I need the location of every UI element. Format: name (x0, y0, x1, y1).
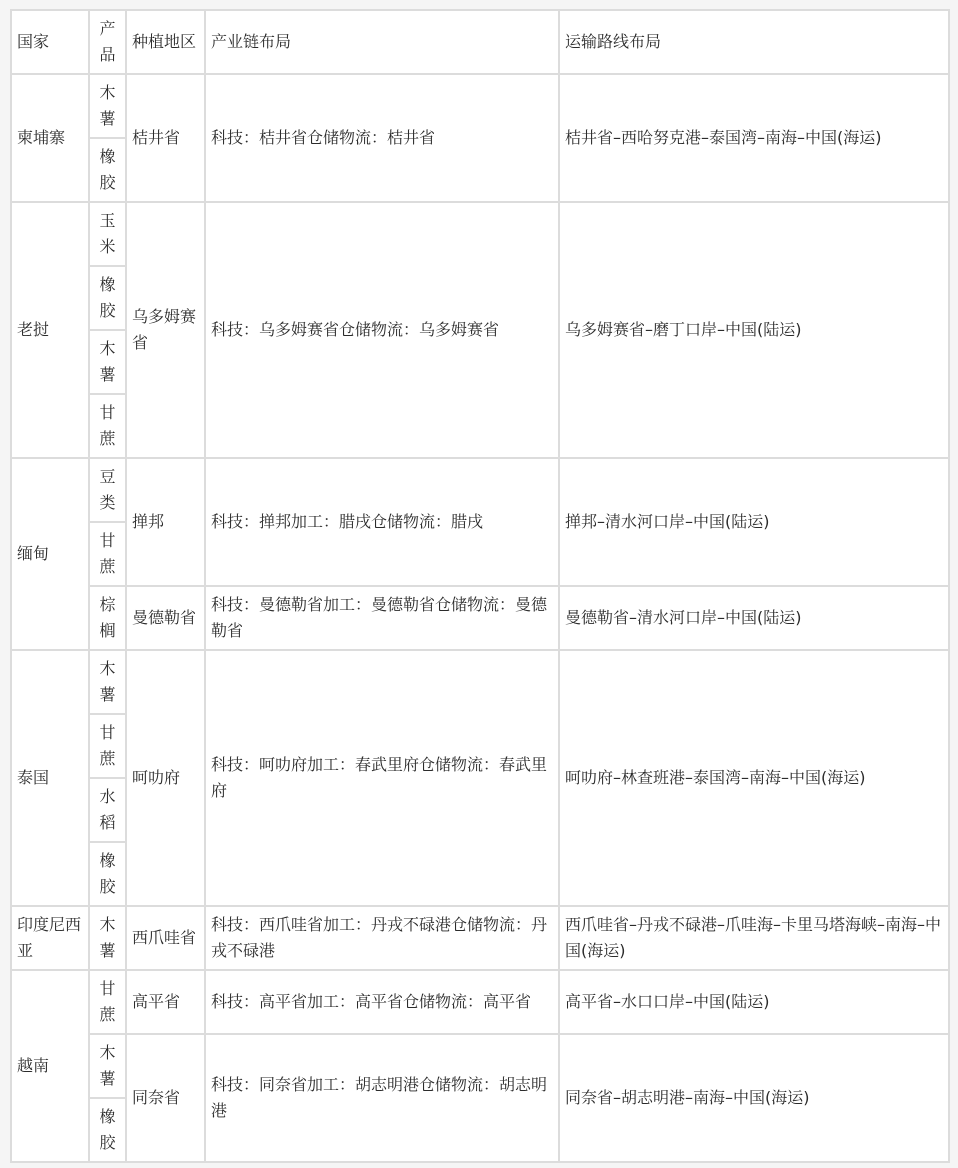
product-cell: 水稻 (89, 778, 126, 842)
table-row (11, 202, 949, 266)
product-cell: 甘蔗 (89, 522, 126, 586)
region-cell: 同奈省 (126, 1034, 205, 1162)
product-cell: 橡胶 (89, 842, 126, 906)
route-cell: 曼德勒省–清水河口岸–中国(陆运) (559, 586, 949, 650)
region-cell: 桔井省 (126, 74, 205, 202)
table-row (11, 970, 949, 1034)
header-product: 产品 (89, 10, 126, 74)
industry-cell: 科技：高平省加工：高平省仓储物流：高平省 (205, 970, 559, 1034)
header-row (11, 10, 949, 74)
route-cell: 同奈省–胡志明港–南海–中国(海运) (559, 1034, 949, 1162)
table-row (11, 906, 949, 970)
country-cell: 缅甸 (11, 458, 89, 650)
route-cell: 乌多姆赛省–磨丁口岸–中国(陆运) (559, 202, 949, 458)
route-cell: 桔井省–西哈努克港–泰国湾–南海–中国(海运) (559, 74, 949, 202)
industry-cell: 科技：曼德勒省加工：曼德勒省仓储物流：曼德勒省 (205, 586, 559, 650)
region-cell: 西爪哇省 (126, 906, 205, 970)
product-cell: 木薯 (89, 650, 126, 714)
product-cell: 木薯 (89, 906, 126, 970)
region-cell: 乌多姆赛省 (126, 202, 205, 458)
agri-layout-table (10, 9, 950, 1163)
product-cell: 棕榈 (89, 586, 126, 650)
header-country: 国家 (11, 10, 89, 74)
route-cell: 掸邦–清水河口岸–中国(陆运) (559, 458, 949, 586)
route-cell: 西爪哇省–丹戎不碌港–爪哇海–卡里马塔海峡–南海–中国(海运) (559, 906, 949, 970)
table-row (11, 1034, 949, 1098)
route-cell: 呵叻府–林查班港–泰国湾–南海–中国(海运) (559, 650, 949, 906)
product-cell: 甘蔗 (89, 394, 126, 458)
product-cell: 木薯 (89, 330, 126, 394)
table-row (11, 74, 949, 138)
product-cell: 橡胶 (89, 1098, 126, 1162)
route-cell: 高平省–水口口岸–中国(陆运) (559, 970, 949, 1034)
country-cell: 印度尼西亚 (11, 906, 89, 970)
industry-cell: 科技：桔井省仓储物流：桔井省 (205, 74, 559, 202)
product-cell: 玉米 (89, 202, 126, 266)
header-region: 种植地区 (126, 10, 205, 74)
table-row (11, 586, 949, 650)
product-cell: 橡胶 (89, 266, 126, 330)
region-cell: 曼德勒省 (126, 586, 205, 650)
country-cell: 越南 (11, 970, 89, 1162)
industry-cell: 科技：西爪哇省加工：丹戎不碌港仓储物流：丹戎不碌港 (205, 906, 559, 970)
header-route: 运输路线布局 (559, 10, 949, 74)
table-row (11, 458, 949, 522)
page (10, 9, 948, 1161)
product-cell: 甘蔗 (89, 714, 126, 778)
industry-cell: 科技：同奈省加工：胡志明港仓储物流：胡志明港 (205, 1034, 559, 1162)
product-cell: 甘蔗 (89, 970, 126, 1034)
header-industry: 产业链布局 (205, 10, 559, 74)
country-cell: 柬埔寨 (11, 74, 89, 202)
industry-cell: 科技：乌多姆赛省仓储物流：乌多姆赛省 (205, 202, 559, 458)
industry-cell: 科技：呵叻府加工：春武里府仓储物流：春武里府 (205, 650, 559, 906)
product-cell: 豆类 (89, 458, 126, 522)
region-cell: 呵叻府 (126, 650, 205, 906)
product-cell: 橡胶 (89, 138, 126, 202)
region-cell: 高平省 (126, 970, 205, 1034)
table-row (11, 650, 949, 714)
product-cell: 木薯 (89, 1034, 126, 1098)
country-cell: 泰国 (11, 650, 89, 906)
product-cell: 木薯 (89, 74, 126, 138)
region-cell: 掸邦 (126, 458, 205, 586)
country-cell: 老挝 (11, 202, 89, 458)
industry-cell: 科技：掸邦加工：腊戌仓储物流：腊戌 (205, 458, 559, 586)
